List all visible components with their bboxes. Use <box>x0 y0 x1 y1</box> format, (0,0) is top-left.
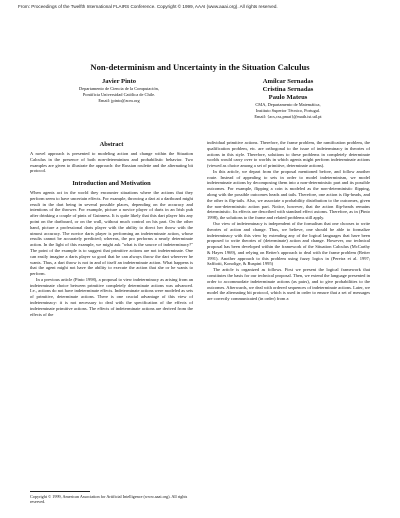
left-column <box>30 140 193 317</box>
affiliation-line: CMA, Departamento de Matemática, <box>255 102 321 107</box>
body-paragraph: When agents act in the world they encounter situations where the actions that they perform seem to have uncertain effects. For example, throwing a dart at a dartboard might result in the dart being in several possible places, depending on the accuracy and intentions of the thrower. For example, picture a novice player of darts in an Irish pub after drinking a couple of pints of Guinness. It is quite likely that this dart player hits any point on the dartboard, or on the wall, without much control on his part. On the other hand, picture a professional darts player with the ability to direct her throw with the utmost accuracy. The novice darts player is performing an indeterminate action, whose results cannot be accurately predicted; whereas, the pro performs a nearly determinate action. In the light of this example, we might ask "what is the source of indeterminacy?" The point of the example is to suggest that primitive actions are not indeterminate. One can easily imagine a darts player so good that he can always throw the dart wherever he wants. Thus, a dart throw is not in and of itself an indeterminate action. What happens is that the agent might not have the ability to execute the action that she or he wants to perform. <box>30 190 193 277</box>
body-paragraph: In this article, we depart from the proposal mentioned before, and follow another route. Instead of appealing to sets in order to model indeterminism, we model indeterminate actions by decomposing them into a non-deterministic part and its possible outcomes. For example, flipping a coin is modeled as the non-deterministic flipping, along with the possible outcomes heads and tails. Therefore, one action is flip-heads, and the other is flip-tails. Also, we associate a probability distribution to the outcomes, given the non-deterministic action part. Notice, however, that the action flip-heads remains deterministic. Its effects are described with standard effect axioms. Therefore, as in (Pinto 1998), the solutions to the frame and related problems still apply. <box>207 168 370 221</box>
right-column <box>207 140 370 302</box>
affiliation-line: Departamento de Ciencia de la Computación, <box>79 86 159 91</box>
footnote-text: Copyright © 1999, American Association for Artificial Intelligence (www.aaai.org). All rights reserved. <box>30 494 188 505</box>
author-email: Email: {acs,css,pmat}@math.ist.utl.pt <box>254 114 322 120</box>
body-paragraph: In a previous article (Pinto 1998), a proposal to view indeterminacy as arising from an indeterminate choice between primitive completely determinate actions was advanced. I.e., actions do not have indeterminate effects. Indeterminate actions were modeled as sets of primitive, determinate actions. There is one crucial advantage of this view of indeterminacy: it is not necessary to deal with the specification of the effects of indeterminate primitive actions. The effects of indeterminate actions are derived from the effects of the <box>30 276 193 317</box>
affiliation-line: Instituto Superior Técnico, Portugal. <box>255 108 321 114</box>
copyright-footnote <box>30 491 193 505</box>
section-heading-introduction: Introduction and Motivation <box>72 180 151 188</box>
author-name: Javier Pinto <box>101 78 137 85</box>
author-name: Paulo Mateus <box>268 94 308 101</box>
affiliation-line: Pontificia Universidad Católica de Chile. <box>82 92 156 98</box>
abstract-text: A novel approach is presented to modeling action and change within the Situation Calculus in the presence of both non-determinism and probabilistic behavior. Two examples are given to illustrate the approach: the Russian roulette and the alternating bit protocol. <box>30 151 193 174</box>
copyright-header-line: From: Proceedings of the Twelfth International FLAIRS Conference. Copyright © 1999, AAAI (www.aaai.org). All rights reserved. <box>18 4 278 9</box>
author-block-pinto <box>24 78 214 104</box>
paper-title: Non-determinism and Uncertainty in the Situation Calculus <box>90 62 310 72</box>
author-email: Email: jpinto@acm.org <box>98 98 140 104</box>
footnote-rule <box>30 491 90 492</box>
author-name: Cristina Sernadas <box>262 86 314 93</box>
body-paragraph: Our view of indeterminacy is independent of the formalism that one chooses to write theories of action and change. Thus, we believe, one should be able to formalize indeterminacy with this view by extending any of the logical languages that have been proposed to write theories of (determinate) action and change. However, our technical proposal has been developed within the framework of the Situation Calculus (McCarthy & Hayes 1969), and relying on Reiter's approach to deal with the frame problem (Reiter 1991). Another approach to this problem using fuzzy logics in (Pereira et al. 1997; Saffiotti, Konolige, & Ruspini 1995) <box>207 220 370 267</box>
author-name: Amílcar Sernadas <box>262 78 314 85</box>
body-paragraph: The article is organized as follows. First we present the logical framework that constitutes the basis for our technical proposal. Then, we extend the language presented in order to accommodate indeterminate actions (as pairs), and to give probabilities to the outcomes. Afterwards, we deal with ordered sequences of indeterminate actions. Later, we model the alternating bit protocol, which is used in order to ensure that a set of messages are correctly communicated (in order) from a <box>207 267 370 302</box>
abstract-heading: Abstract <box>99 141 124 148</box>
body-paragraph: individual primitive actions. Therefore, the frame problem, the ramification problem, the qualification problem, etc. are orthogonal to the issue of indeterminacy in theories of actions in this style. Therefore, solutions to these problems in completely determinate worlds would carry over to worlds in which agents might perform indeterminate actions (viewed as choice among a set of primitive, determinate actions). <box>207 140 370 169</box>
author-block-sernadas-mateus <box>200 78 376 120</box>
